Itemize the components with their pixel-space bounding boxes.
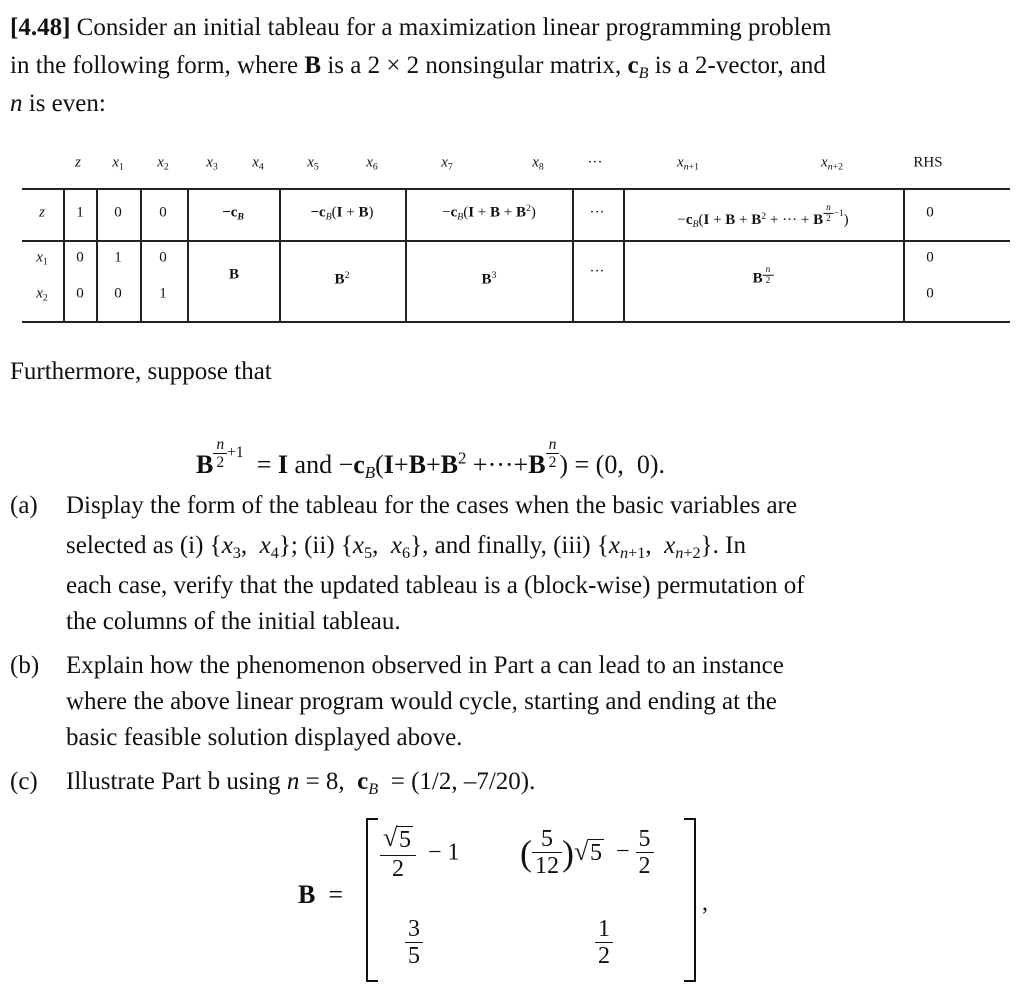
hdr-x6: $x_6$	[366, 154, 378, 173]
matrix-right-bracket	[684, 818, 696, 982]
matrix-a22: $\frac{1}{2}$	[595, 916, 613, 970]
table-bottom-rule	[22, 321, 1010, 323]
condition-and: and	[294, 449, 333, 479]
table-mid-rule	[22, 240, 1010, 242]
cell-dots: ···	[589, 204, 605, 221]
block-b: B	[228, 266, 240, 283]
cell-rhs: 0	[926, 249, 934, 266]
hdr-x2: $x_2$	[157, 154, 169, 173]
cell: 0	[159, 249, 167, 266]
hdr-x5: $x_5$	[307, 154, 319, 173]
matrix-trailing-comma: ,	[702, 890, 708, 916]
intro-line-2: in the following form, where B is a 2 × 2 nonsingular matrix, $c_B$ is a 2-vector, and	[10, 52, 826, 82]
matrix-left-bracket	[366, 818, 378, 982]
row-label-z: z	[39, 204, 45, 221]
col-divider	[572, 188, 574, 323]
part-a-line-1: Display the form of the tableau for the cases when the basic variables are	[66, 492, 797, 519]
cell: 1	[114, 249, 122, 266]
col-divider	[903, 188, 905, 323]
hdr-z: z	[75, 154, 81, 171]
hdr-x3: $x_3$	[206, 154, 218, 173]
hdr-x1: $x_1$	[112, 154, 124, 173]
part-a-label: (a)	[10, 492, 38, 519]
hdr-x8: $x_8$	[532, 154, 544, 173]
intro-text-2b: is a 2 × 2 nonsingular matrix,	[327, 52, 622, 79]
cell: 0	[159, 204, 167, 221]
part-b-line-2: where the above linear program would cycle, starting and ending at the	[66, 688, 777, 715]
table-top-rule	[22, 188, 1010, 190]
hdr-rhs: RHS	[913, 154, 943, 171]
cell: 1	[159, 285, 167, 302]
block-b2: $B^2$	[334, 270, 350, 288]
intro-text-2a: in the following form, where	[10, 52, 299, 79]
cell: 0	[114, 285, 122, 302]
matrix-a12: ( $\frac{5}{12}$ ) √ 5 − $\frac{5}{2}$	[520, 826, 654, 880]
cell-neg-cb-i-b-b2: $-c_B(I + B + B^2)$	[442, 203, 536, 223]
col-divider	[96, 188, 98, 323]
col-divider	[623, 188, 625, 323]
col-divider	[405, 188, 407, 323]
intro-text-3: is even:	[28, 90, 106, 117]
condition-equation: B $^{\frac{n}{2} +1}$ = I and $-c_B(I+B+B^2 +\cdot\cdot\cdot+B$ $^{\frac{n}{2}}$ ) = (0, 0).	[196, 436, 665, 482]
intro-text-1: Consider an initial tableau for a maximization linear programming problem	[76, 14, 832, 41]
col-divider	[187, 188, 189, 323]
col-divider	[140, 188, 142, 323]
cell: 1	[76, 204, 84, 221]
intro-text-2c: is a 2-vector, and	[654, 52, 826, 79]
part-c-label: (c)	[10, 768, 38, 795]
col-divider	[63, 188, 65, 323]
problem-number: [4.48]	[10, 14, 71, 41]
block-b3: $B^3$	[481, 270, 497, 288]
part-a-line-4: the columns of the initial tableau.	[66, 608, 401, 635]
hdr-dots: ···	[587, 154, 603, 171]
part-a-line-2: selected as (i) {$x_3$, $x_4$}; (ii) {$x_5$, $x_6$}, and finally, (iii) {$x_{n+1}$, $x_{n+2}$}. In	[66, 532, 746, 562]
block-b-n2: B $^{\frac{n}{2}}$	[753, 265, 774, 288]
part-a-line-3: each case, verify that the updated tableau is a (block-wise) permutation of	[66, 572, 805, 599]
cell-neg-cb-sum: $-c_B(I + B + B^2$ + ··· + B $^{\frac{n}{2} -1}$)	[677, 202, 849, 231]
hdr-x4: $x_4$	[252, 154, 264, 173]
cell-neg-cb-i-b: $-c_B(I + B)$	[310, 204, 374, 223]
cell-rhs: 0	[926, 204, 934, 221]
furthermore-text: Furthermore, suppose that	[10, 358, 272, 385]
matrix-lhs: B =	[298, 880, 344, 909]
cell-neg-cb: $-c_B$	[222, 204, 244, 223]
row-label-x2: $x_2$	[36, 285, 48, 304]
part-b-label: (b)	[10, 652, 40, 679]
part-b-line-1: Explain how the phenomenon observed in Part a can lead to an instance	[66, 652, 784, 679]
cell: 0	[76, 285, 84, 302]
matrix-a21: $\frac{3}{5}$	[405, 916, 423, 970]
cell: 0	[114, 204, 122, 221]
col-divider	[279, 188, 281, 323]
hdr-xn1: $x_{n+1}$	[677, 154, 699, 173]
block-dots: ···	[589, 263, 605, 280]
tableau	[0, 0, 1024, 330]
cell: 0	[76, 249, 84, 266]
part-b-line-3: basic feasible solution displayed above.	[66, 724, 463, 751]
hdr-x7: $x_7$	[441, 154, 453, 173]
matrix-a11: √ 5 2 − 1	[380, 826, 460, 882]
hdr-xn2: $x_{n+2}$	[821, 154, 843, 173]
intro-line-3: n is even:	[10, 90, 106, 117]
cell-rhs: 0	[926, 285, 934, 302]
part-c-line-1: Illustrate Part b using n = 8, $c_B = (1/2$, –7/20).	[66, 768, 536, 798]
row-label-x1: $x_1$	[36, 249, 48, 268]
